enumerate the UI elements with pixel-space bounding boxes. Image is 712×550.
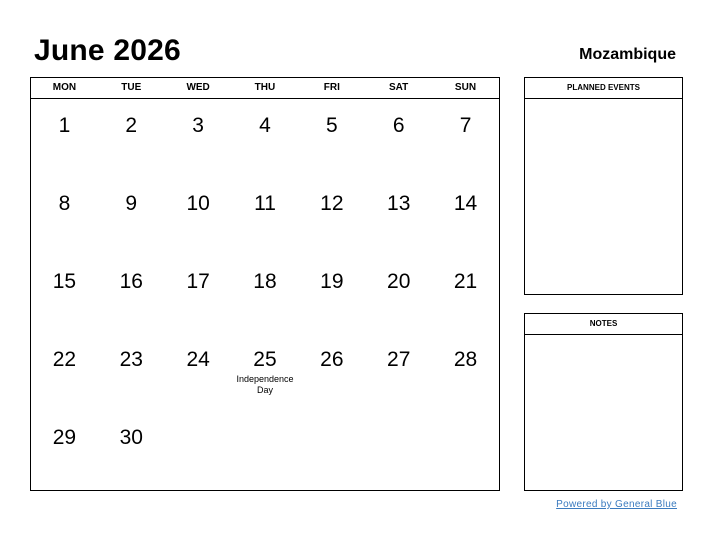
day-number: 22 xyxy=(52,348,77,371)
day-number: 24 xyxy=(186,348,210,371)
day-cell xyxy=(432,255,499,333)
day-number: 29 xyxy=(52,426,77,449)
powered-by-link[interactable]: Powered by General Blue xyxy=(556,499,677,510)
weekday-mon: MON xyxy=(52,82,77,93)
day-cell xyxy=(98,177,165,255)
day-cell xyxy=(31,333,98,411)
calendar-grid xyxy=(30,77,500,491)
calendar-title: June 2026 xyxy=(34,34,181,67)
notes-heading: NOTES xyxy=(525,314,682,335)
weekday-sat: SAT xyxy=(389,82,409,93)
day-grid xyxy=(31,99,499,490)
day-cell xyxy=(31,99,98,177)
day-number: 8 xyxy=(58,192,71,215)
day-number: 6 xyxy=(392,114,405,137)
weekday-sun: SUN xyxy=(454,82,477,93)
planned-events-heading: PLANNED EVENTS xyxy=(525,78,682,99)
day-number: 9 xyxy=(125,192,138,215)
day-cell xyxy=(232,255,299,333)
day-number: 10 xyxy=(186,192,210,215)
day-cell xyxy=(165,177,232,255)
day-number: 15 xyxy=(52,270,77,293)
day-number: 12 xyxy=(320,192,344,215)
day-number: 21 xyxy=(453,270,478,293)
day-number: 1 xyxy=(58,114,71,137)
day-number: 5 xyxy=(326,114,338,137)
day-cell xyxy=(365,255,432,333)
day-number: 2 xyxy=(125,114,138,137)
day-cell xyxy=(365,99,432,177)
day-cell xyxy=(432,333,499,411)
day-cell xyxy=(98,333,165,411)
day-cell xyxy=(432,99,499,177)
day-number: 13 xyxy=(387,192,411,215)
day-cell xyxy=(298,333,365,411)
day-cell xyxy=(298,99,365,177)
day-cell xyxy=(165,99,232,177)
day-cell xyxy=(232,99,299,177)
day-cell xyxy=(31,177,98,255)
weekday-header xyxy=(31,78,499,99)
planned-events-panel xyxy=(524,77,683,295)
weekday-tue: TUE xyxy=(121,82,142,93)
day-number: 11 xyxy=(254,192,276,215)
day-cell xyxy=(432,177,499,255)
day-cell xyxy=(298,177,365,255)
day-cell xyxy=(165,333,232,411)
day-number: 27 xyxy=(387,348,411,371)
day-cell xyxy=(298,255,365,333)
day-number: 26 xyxy=(320,348,344,371)
holiday-label: Independence Day xyxy=(236,374,294,395)
day-cell xyxy=(98,411,165,489)
day-number: 17 xyxy=(186,270,210,293)
day-cell xyxy=(31,411,98,489)
day-number: 16 xyxy=(119,270,143,293)
weekday-fri: FRI xyxy=(323,82,340,93)
day-number: 23 xyxy=(119,348,143,371)
day-cell xyxy=(232,333,299,411)
notes-panel xyxy=(524,313,683,491)
day-number: 25 xyxy=(253,348,277,371)
day-number: 4 xyxy=(259,114,271,137)
day-number: 3 xyxy=(192,114,204,137)
day-number: 30 xyxy=(119,426,143,449)
weekday-wed: WED xyxy=(186,82,210,93)
day-cell xyxy=(98,99,165,177)
day-number: 28 xyxy=(453,348,478,371)
day-number: 19 xyxy=(320,270,344,293)
weekday-thu: THU xyxy=(254,82,276,93)
day-cell xyxy=(31,255,98,333)
day-cell xyxy=(232,177,299,255)
day-number: 7 xyxy=(459,114,472,137)
day-cell xyxy=(365,177,432,255)
day-cell xyxy=(165,255,232,333)
day-cell xyxy=(365,333,432,411)
day-number: 14 xyxy=(453,192,478,215)
day-number: 20 xyxy=(387,270,411,293)
day-number: 18 xyxy=(253,270,277,293)
day-cell xyxy=(98,255,165,333)
country-name: Mozambique xyxy=(579,46,676,63)
